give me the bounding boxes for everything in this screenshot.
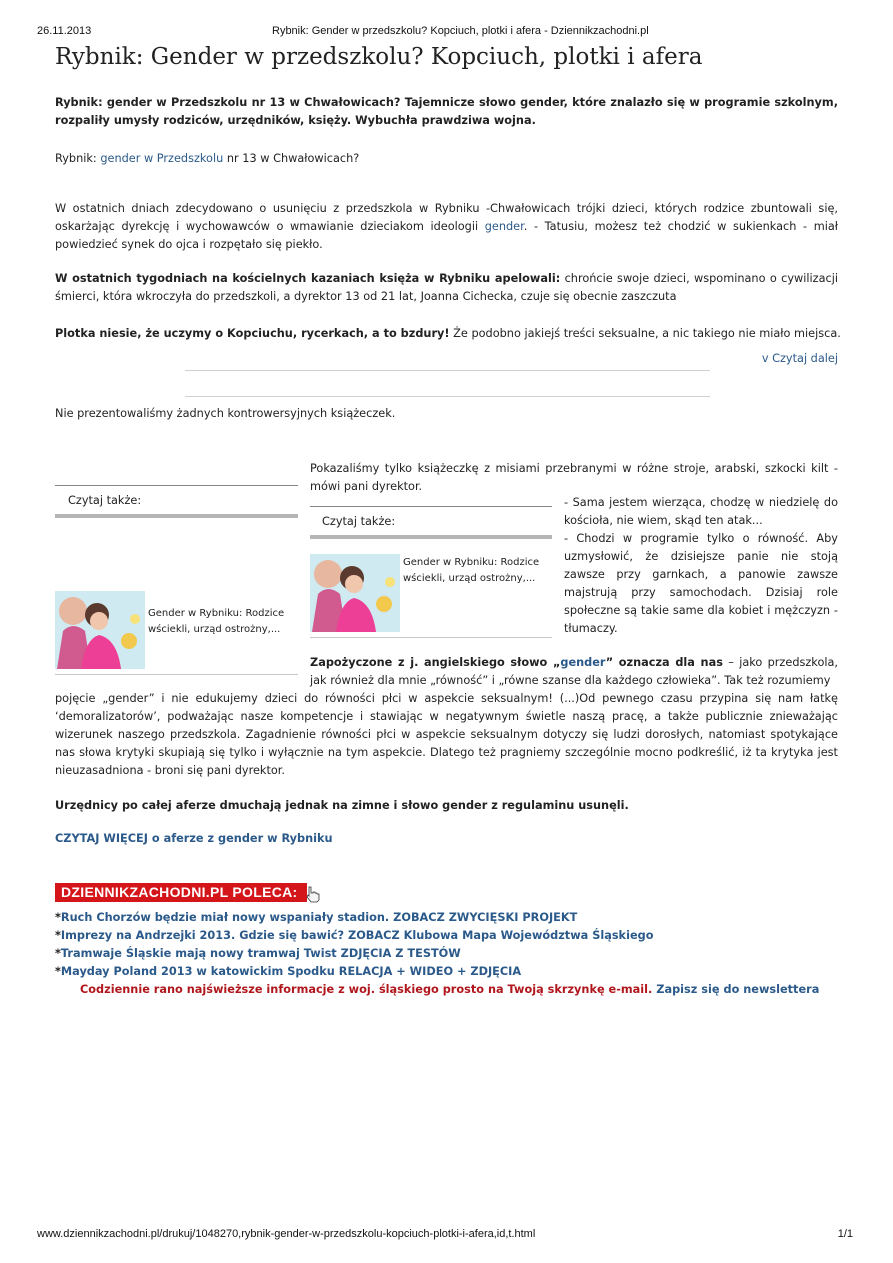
related-box-bottom bbox=[310, 535, 552, 539]
related-thumbnail[interactable] bbox=[310, 554, 400, 632]
promo-bullet: * bbox=[55, 911, 61, 924]
related-box-bottom bbox=[55, 514, 298, 518]
p2-rest: chrońcie swoje dzieci, wspominano o cywilizacji śmierci, która wkroczyła do przedszkoli, a dyrektor 13 od 21 lat, Joanna Cichecka, czuje się obecnie zaszczuta bbox=[55, 272, 838, 303]
gender-ideology-link[interactable]: gender bbox=[484, 220, 524, 233]
paragraph-7-top bbox=[310, 654, 838, 690]
divider bbox=[55, 674, 298, 675]
divider bbox=[185, 396, 710, 397]
promo-item-text[interactable]: Mayday Poland 2013 w katowickim Spodku RELACJA + WIDEO + ZDJĘCIA bbox=[60, 965, 522, 978]
related-caption[interactable]: Gender w Rybniku: Rodzice wściekli, urząd ostrożny,... bbox=[148, 608, 285, 635]
related-thumbnail[interactable] bbox=[55, 591, 145, 669]
print-url: www.dziennikzachodni.pl/drukuj/1048270,rybnik-gender-w-przedszkolu-kopciuch-plotki-i-afera,id,t.html bbox=[37, 1228, 536, 1240]
related-label: Czytaj także: bbox=[322, 515, 396, 528]
related-caption[interactable]: Gender w Rybniku: Rodzice wściekli, urząd ostrożny,... bbox=[403, 557, 540, 584]
newsletter-link[interactable]: Zapisz się do newslettera bbox=[656, 983, 820, 996]
article-subline bbox=[55, 150, 838, 168]
paragraph-4: Nie prezentowaliśmy żadnych kontrowersyjnych książeczek. bbox=[55, 407, 396, 420]
article-lead: Rybnik: gender w Przedszkolu nr 13 w Chwałowicach? Tajemnicze słowo gender, które znalazło się w programie szkolnym, rozpaliły umysły rodziców, urzędników, księży. Wybuchła prawdziwa wojna. bbox=[55, 96, 838, 127]
pointer-hand-icon bbox=[304, 885, 322, 907]
divider bbox=[310, 637, 552, 638]
p2-bold: W ostatnich tygodniach na kościelnych kazaniach księża w Rybniku apelowali: bbox=[55, 272, 561, 285]
p3-rest: Że podobno jakiejś treści seksualne, a nic takiego nie miało miejsca. bbox=[449, 327, 841, 340]
gender-link[interactable]: gender w Przedszkolu bbox=[100, 152, 224, 165]
paragraph-6b: - Chodzi w programie tylko o równość. Aby uzmysłowić, że dzisiejsze panie nie stoją zawsze przy garnkach, a panowie zawsze majstrują przy samochodach. Dzisiaj role społeczne są takie same dla kobiet i mężczyzn - tłumaczy. bbox=[564, 532, 838, 635]
related-label: Czytaj także: bbox=[68, 494, 142, 507]
promo-bullet: * bbox=[55, 965, 61, 978]
newsletter-text: Codziennie rano najświeższe informacje z woj. śląskiego prosto na Twoją skrzynkę e-mail. bbox=[80, 983, 653, 996]
p7-bold-after: ” oznacza dla nas bbox=[605, 656, 723, 669]
divider bbox=[185, 370, 710, 371]
p1-after: . - Tatusiu, możesz też chodzić w sukienkach - miał powiedzieć synek do ojca i rozpętało się piekło. bbox=[55, 220, 838, 251]
paragraph-1 bbox=[55, 200, 838, 254]
paragraph-5: Pokazaliśmy tylko książeczkę z misiami przebranymi w różne stroje, arabski, szkocki kilt - mówi pani dyrektor. bbox=[310, 462, 838, 493]
subline-after: nr 13 w Chwałowicach? bbox=[223, 152, 360, 165]
paragraph-8: Urzędnicy po całej aferze dmuchają jednak na zimne i słowo gender z regulaminu usunęli. bbox=[55, 799, 629, 812]
paragraph-7-rest: pojęcie „gender” i nie edukujemy dzieci do równości płci w aspekcie seksualnym! (...)Od pewnego czasu przypina się nam łatkę ‘demoralizatorów’, podważając nasze kompetencje i stawiając w negatywnym świetle naszą pracę, a także publicznie znieważając wizerunek naszego przedszkola. Zagadnienie równości płci w aspekcie seksualnym dotyczy się ludzi dorosłych, natomiast spotykające nas słowa krytyki skupiają się tylko i wyłącznie na tym aspekcie. Dlatego też pragniemy szczególnie mocno podkreślić, iż ta krytyka jest nieuzasadniona - broni się pani dyrektor. bbox=[55, 692, 838, 777]
newsletter-line bbox=[80, 983, 819, 996]
promo-item[interactable] bbox=[55, 947, 461, 960]
promo-item[interactable] bbox=[55, 929, 653, 942]
promo-banner-text: DZIENNIKZACHODNI.PL POLECA: bbox=[61, 884, 298, 900]
promo-item-text[interactable]: Ruch Chorzów będzie miał nowy wspaniały stadion. ZOBACZ ZWYCIĘSKI PROJEKT bbox=[60, 911, 578, 924]
print-date: 26.11.2013 bbox=[37, 25, 92, 37]
article-title: Rybnik: Gender w przedszkolu? Kopciuch, plotki i afera bbox=[55, 44, 703, 70]
promo-item-text[interactable]: Tramwaje Śląskie mają nowy tramwaj Twist ZDJĘCIA Z TESTÓW bbox=[60, 947, 461, 960]
related-box-top bbox=[55, 485, 298, 486]
p7-rest-top: – jako przedszkola, jak również dla mnie „równość” i „równe szanse dla każdego człowieka”. Tak też rozumiemy bbox=[310, 656, 839, 687]
promo-item[interactable] bbox=[55, 965, 521, 978]
read-more-link[interactable]: v Czytaj dalej bbox=[761, 352, 838, 365]
read-more-gender-link[interactable]: CZYTAJ WIĘCEJ o aferze z gender w Rybniku bbox=[55, 832, 333, 845]
related-box-top bbox=[310, 506, 552, 507]
p7-bold-before: Zapożyczone z j. angielskiego słowo „ bbox=[310, 656, 561, 669]
print-page-number: 1/1 bbox=[837, 1228, 853, 1240]
p3-bold: Plotka niesie, że uczymy o Kopciuchu, rycerkach, a to bzdury! bbox=[55, 327, 450, 340]
paragraph-3 bbox=[55, 325, 845, 343]
promo-banner[interactable] bbox=[55, 883, 307, 902]
promo-bullet: * bbox=[55, 947, 61, 960]
paragraph-6a: - Sama jestem wierząca, chodzę w niedzielę do kościoła, nie wiem, skąd ten atak... bbox=[564, 496, 838, 527]
promo-item-text[interactable]: Imprezy na Andrzejki 2013. Gdzie się bawić? ZOBACZ Klubowa Mapa Województwa Śląskiego bbox=[60, 929, 654, 942]
subline-before: Rybnik: bbox=[55, 152, 101, 165]
p1-before: W ostatnich dniach zdecydowano o usunięciu z przedszkola w Rybniku -Chwałowicach trójki dzieci, których rodzice zbuntowali się, oskarżając dyrekcję i wychowawców o wmawianie dzieciakom ideologii bbox=[55, 202, 838, 233]
gender-word-link[interactable]: gender bbox=[560, 656, 606, 669]
promo-item[interactable] bbox=[55, 911, 577, 924]
promo-bullet: * bbox=[55, 929, 61, 942]
print-page-title: Rybnik: Gender w przedszkolu? Kopciuch, plotki i afera - Dziennikzachodni.pl bbox=[272, 25, 649, 37]
paragraph-2 bbox=[55, 270, 838, 306]
